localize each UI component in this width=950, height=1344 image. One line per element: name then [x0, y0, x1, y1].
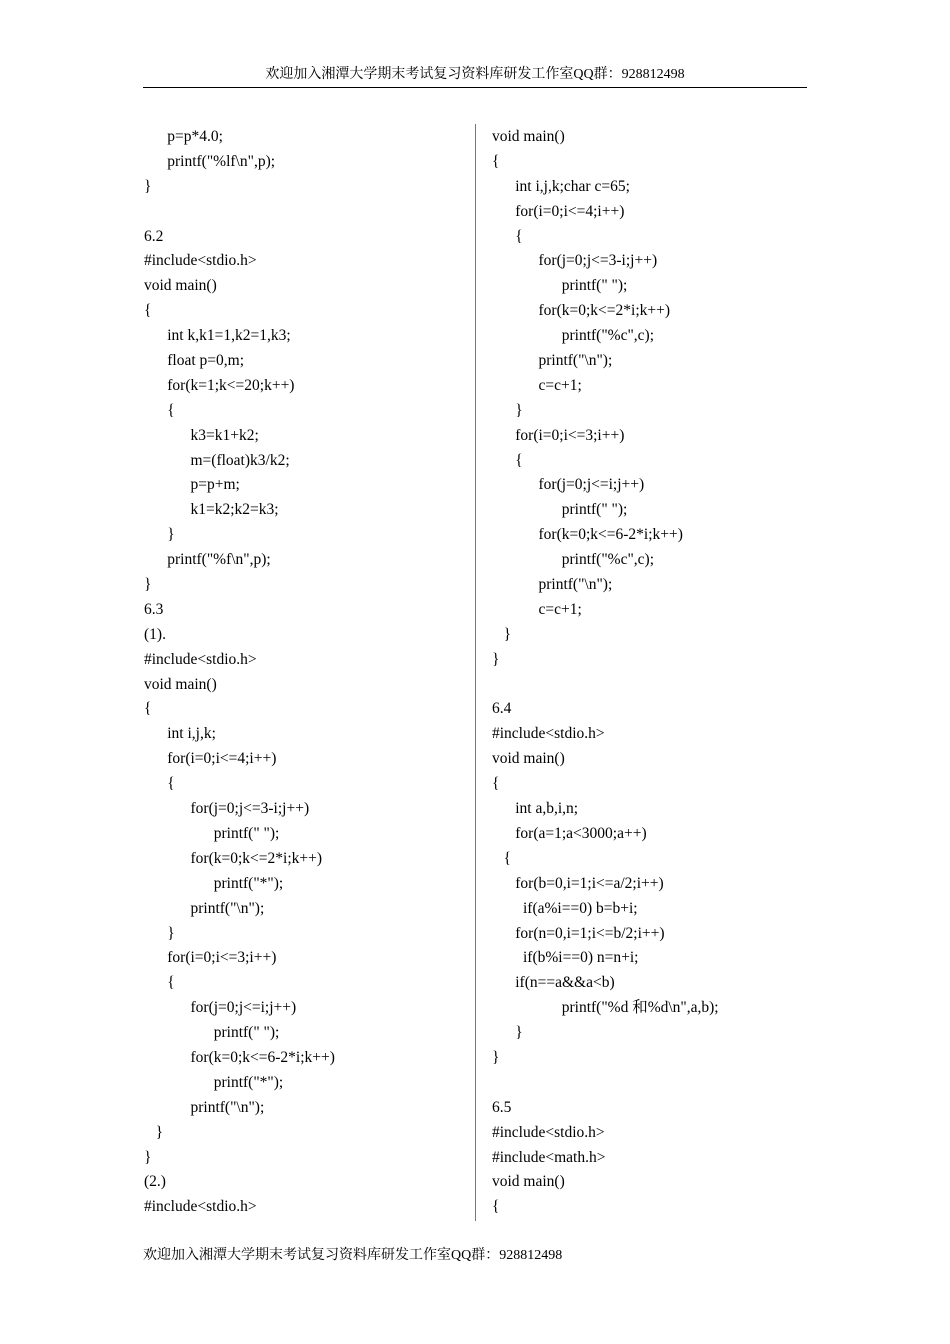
code-line: int a,b,i,n; — [492, 800, 579, 818]
code-line: void main() — [492, 128, 565, 145]
code-line: int i,j,k; — [144, 725, 216, 743]
code-line: } — [492, 625, 512, 643]
code-line: (1). — [144, 625, 166, 643]
code-line: printf("\n"); — [144, 1098, 265, 1116]
code-line: for(j=0;j<=i;j++) — [144, 999, 297, 1017]
code-line — [492, 673, 719, 698]
code-line: 6.2 — [144, 227, 164, 245]
code-line: int i,j,k;char c=65; — [492, 177, 630, 195]
code-line: for(a=1;a<3000;a++) — [492, 824, 647, 842]
code-line: int k,k1=1,k2=1,k3; — [144, 327, 291, 345]
code-line: { — [492, 152, 500, 170]
code-line: { — [492, 227, 523, 245]
code-line: for(i=0;i<=3;i++) — [144, 949, 277, 967]
header-rule — [143, 87, 807, 88]
left-code-column — [144, 125, 335, 1220]
code-line: p=p+m; — [144, 476, 240, 494]
code-line: #include<stdio.h> — [492, 1123, 605, 1141]
code-line: void main() — [492, 750, 565, 768]
code-line: printf("*"); — [144, 874, 284, 892]
code-line: if(a%i==0) b=b+i; — [492, 899, 638, 917]
code-line: printf("%d 和%d\n",a,b); — [492, 999, 719, 1017]
code-line: for(i=0;i<=4;i++) — [144, 750, 277, 768]
code-line: printf(" "); — [144, 824, 280, 842]
code-line: p=p*4.0; — [144, 128, 223, 145]
code-line: printf("%c",c); — [492, 551, 655, 569]
code-line: for(b=0,i=1;i<=a/2;i++) — [492, 874, 664, 892]
page-footer: 欢迎加入湘潭大学期末考试复习资料库研发工作室QQ群：928812498 — [143, 1248, 563, 1263]
code-line: { — [492, 451, 523, 469]
code-line: printf("%lf\n",p); — [144, 152, 276, 170]
right-code-column — [492, 125, 719, 1220]
code-line: printf("*"); — [144, 1073, 284, 1091]
code-line: } — [144, 576, 152, 594]
code-line: 6.5 — [492, 1098, 512, 1116]
code-line: k1=k2;k2=k3; — [144, 501, 279, 519]
code-line: for(k=0;k<=2*i;k++) — [144, 849, 323, 867]
code-line: for(k=1;k<=20;k++) — [144, 376, 295, 394]
code-line: 6.3 — [144, 600, 164, 618]
code-line: { — [492, 775, 500, 793]
code-line: } — [492, 1024, 523, 1042]
code-line: #include<stdio.h> — [492, 725, 605, 743]
code-line — [492, 1071, 719, 1096]
code-line: } — [144, 526, 175, 544]
code-line: for(i=0;i<=4;i++) — [492, 202, 625, 220]
code-line: #include<stdio.h> — [144, 252, 257, 270]
code-line: { — [492, 849, 512, 867]
code-line: #include<stdio.h> — [144, 1198, 257, 1216]
code-line: c=c+1; — [492, 376, 582, 394]
code-line: { — [144, 974, 175, 992]
code-line: printf(" "); — [492, 501, 628, 519]
column-divider — [475, 124, 476, 1221]
code-line: } — [492, 1048, 500, 1066]
code-line: for(n=0,i=1;i<=b/2;i++) — [492, 924, 665, 942]
code-line: printf("%f\n",p); — [144, 551, 271, 569]
code-line: { — [144, 401, 175, 419]
code-line: } — [144, 924, 175, 942]
code-line: for(j=0;j<=3-i;j++) — [492, 252, 658, 270]
code-line: } — [144, 177, 152, 195]
code-line: for(k=0;k<=6-2*i;k++) — [144, 1048, 335, 1066]
code-line: float p=0,m; — [144, 352, 245, 370]
code-line: printf("\n"); — [492, 352, 613, 370]
page-header: 欢迎加入湘潭大学期末考试复习资料库研发工作室QQ群：928812498 — [265, 67, 685, 82]
code-line: for(j=0;j<=3-i;j++) — [144, 800, 310, 818]
code-line: } — [492, 650, 500, 668]
code-line: for(i=0;i<=3;i++) — [492, 426, 625, 444]
code-line: } — [144, 1123, 164, 1141]
code-line: printf("%c",c); — [492, 327, 655, 345]
code-line: for(k=0;k<=2*i;k++) — [492, 302, 671, 320]
code-line: { — [144, 302, 152, 320]
code-line: { — [144, 775, 175, 793]
code-line: } — [144, 1148, 152, 1166]
code-line: for(k=0;k<=6-2*i;k++) — [492, 526, 683, 544]
code-line: void main() — [492, 1173, 565, 1191]
code-line: { — [144, 700, 152, 718]
code-line: if(n==a&&a<b) — [492, 974, 615, 992]
code-line: printf(" "); — [144, 1024, 280, 1042]
code-line: printf("\n"); — [144, 899, 265, 917]
code-line: printf("\n"); — [492, 576, 613, 594]
code-line: printf(" "); — [492, 277, 628, 295]
code-line: (2.) — [144, 1173, 166, 1191]
code-line: #include<stdio.h> — [144, 650, 257, 668]
code-line: c=c+1; — [492, 600, 582, 618]
code-line — [144, 200, 335, 225]
code-line: k3=k1+k2; — [144, 426, 259, 444]
code-line: void main() — [144, 675, 217, 693]
code-line: void main() — [144, 277, 217, 295]
code-line: m=(float)k3/k2; — [144, 451, 290, 469]
code-line: } — [492, 401, 523, 419]
code-line: 6.4 — [492, 700, 512, 718]
code-line: for(j=0;j<=i;j++) — [492, 476, 645, 494]
code-line: #include<math.h> — [492, 1148, 606, 1166]
code-line: { — [492, 1198, 500, 1216]
code-line: if(b%i==0) n=n+i; — [492, 949, 639, 967]
